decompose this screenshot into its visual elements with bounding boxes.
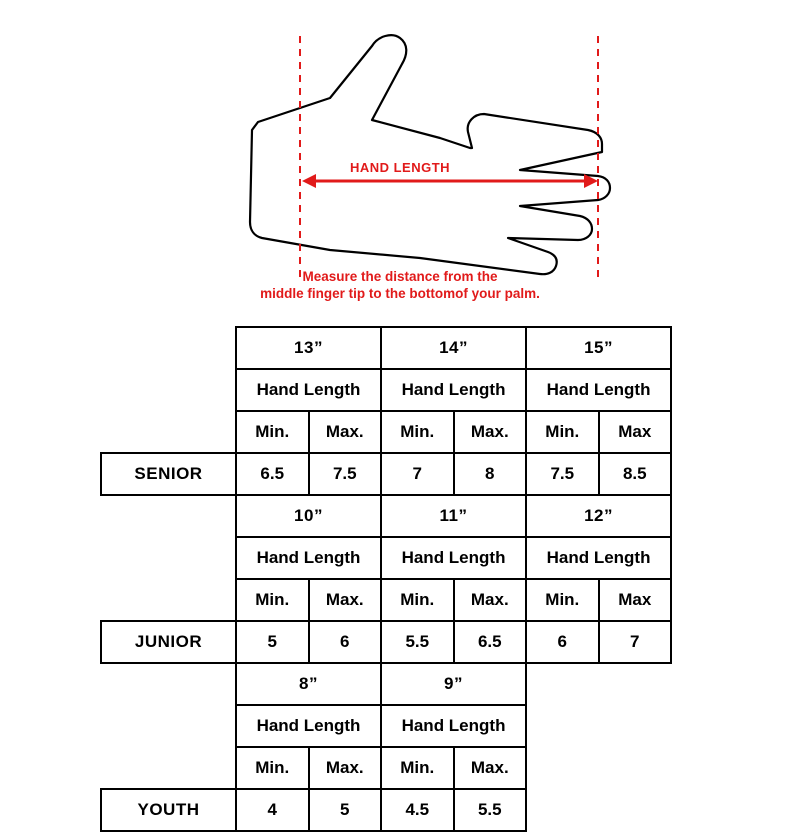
table-row [101, 579, 671, 621]
value-cell: 7 [381, 453, 454, 495]
max-header: Max. [309, 747, 382, 789]
table-row [101, 663, 671, 705]
table-row [101, 789, 671, 831]
value-cell: 4 [236, 789, 309, 831]
value-cell: 6 [526, 621, 599, 663]
spacer-cell [526, 747, 671, 789]
min-header: Min. [236, 579, 309, 621]
size-header: 14” [381, 327, 526, 369]
value-cell: 7.5 [309, 453, 382, 495]
min-header: Min. [236, 747, 309, 789]
spacer-cell [526, 663, 671, 705]
hand-length-header: Hand Length [381, 537, 526, 579]
size-header: 10” [236, 495, 381, 537]
size-header: 12” [526, 495, 671, 537]
measure-caption-line1: Measure the distance from the [302, 269, 498, 284]
value-cell: 4.5 [381, 789, 454, 831]
min-header: Min. [526, 411, 599, 453]
size-header: 8” [236, 663, 381, 705]
spacer-cell [101, 537, 236, 579]
max-header: Max [599, 579, 672, 621]
level-label-youth: YOUTH [101, 789, 236, 831]
spacer-cell [101, 579, 236, 621]
hand-length-header: Hand Length [381, 705, 526, 747]
value-cell: 5.5 [454, 789, 527, 831]
value-cell: 6.5 [236, 453, 309, 495]
measure-caption-line2: middle finger tip to the bottomof your palm. [260, 286, 540, 301]
hand-length-header: Hand Length [526, 369, 671, 411]
value-cell: 7.5 [526, 453, 599, 495]
hand-length-header: Hand Length [236, 705, 381, 747]
spacer-cell [101, 327, 236, 369]
hand-length-header: Hand Length [526, 537, 671, 579]
max-header: Max. [454, 747, 527, 789]
hand-length-arrow [302, 174, 598, 188]
hand-outline-icon [250, 35, 610, 274]
spacer-cell [101, 495, 236, 537]
table-row [101, 411, 671, 453]
size-header: 13” [236, 327, 381, 369]
size-header: 9” [381, 663, 526, 705]
value-cell: 8 [454, 453, 527, 495]
hand-length-header: Hand Length [236, 537, 381, 579]
hand-length-header: Hand Length [381, 369, 526, 411]
table-row [101, 537, 671, 579]
value-cell: 5.5 [381, 621, 454, 663]
value-cell: 8.5 [599, 453, 672, 495]
size-chart-table [100, 326, 672, 832]
max-header: Max. [454, 411, 527, 453]
table-row [101, 453, 671, 495]
size-chart-table-wrap [100, 326, 670, 832]
spacer-cell [526, 705, 671, 747]
min-header: Min. [236, 411, 309, 453]
table-row [101, 495, 671, 537]
hand-diagram [0, 0, 800, 310]
max-header: Max. [454, 579, 527, 621]
min-header: Min. [381, 411, 454, 453]
value-cell: 5 [236, 621, 309, 663]
hand-length-label: HAND LENGTH [349, 160, 451, 175]
table-row [101, 705, 671, 747]
value-cell: 6 [309, 621, 382, 663]
max-header: Max. [309, 579, 382, 621]
max-header: Max [599, 411, 672, 453]
spacer-cell [101, 411, 236, 453]
size-header: 11” [381, 495, 526, 537]
hand-length-header: Hand Length [236, 369, 381, 411]
measure-caption [0, 268, 800, 302]
min-header: Min. [381, 747, 454, 789]
table-row [101, 369, 671, 411]
min-header: Min. [526, 579, 599, 621]
table-row [101, 327, 671, 369]
table-row [101, 621, 671, 663]
value-cell: 5 [309, 789, 382, 831]
spacer-cell [101, 705, 236, 747]
spacer-cell [101, 369, 236, 411]
level-label-junior: JUNIOR [101, 621, 236, 663]
max-header: Max. [309, 411, 382, 453]
min-header: Min. [381, 579, 454, 621]
value-cell: 6.5 [454, 621, 527, 663]
spacer-cell [101, 747, 236, 789]
value-cell: 7 [599, 621, 672, 663]
level-label-senior: SENIOR [101, 453, 236, 495]
size-header: 15” [526, 327, 671, 369]
table-row [101, 747, 671, 789]
spacer-cell [101, 663, 236, 705]
guide-lines [300, 36, 598, 282]
spacer-cell [526, 789, 671, 831]
